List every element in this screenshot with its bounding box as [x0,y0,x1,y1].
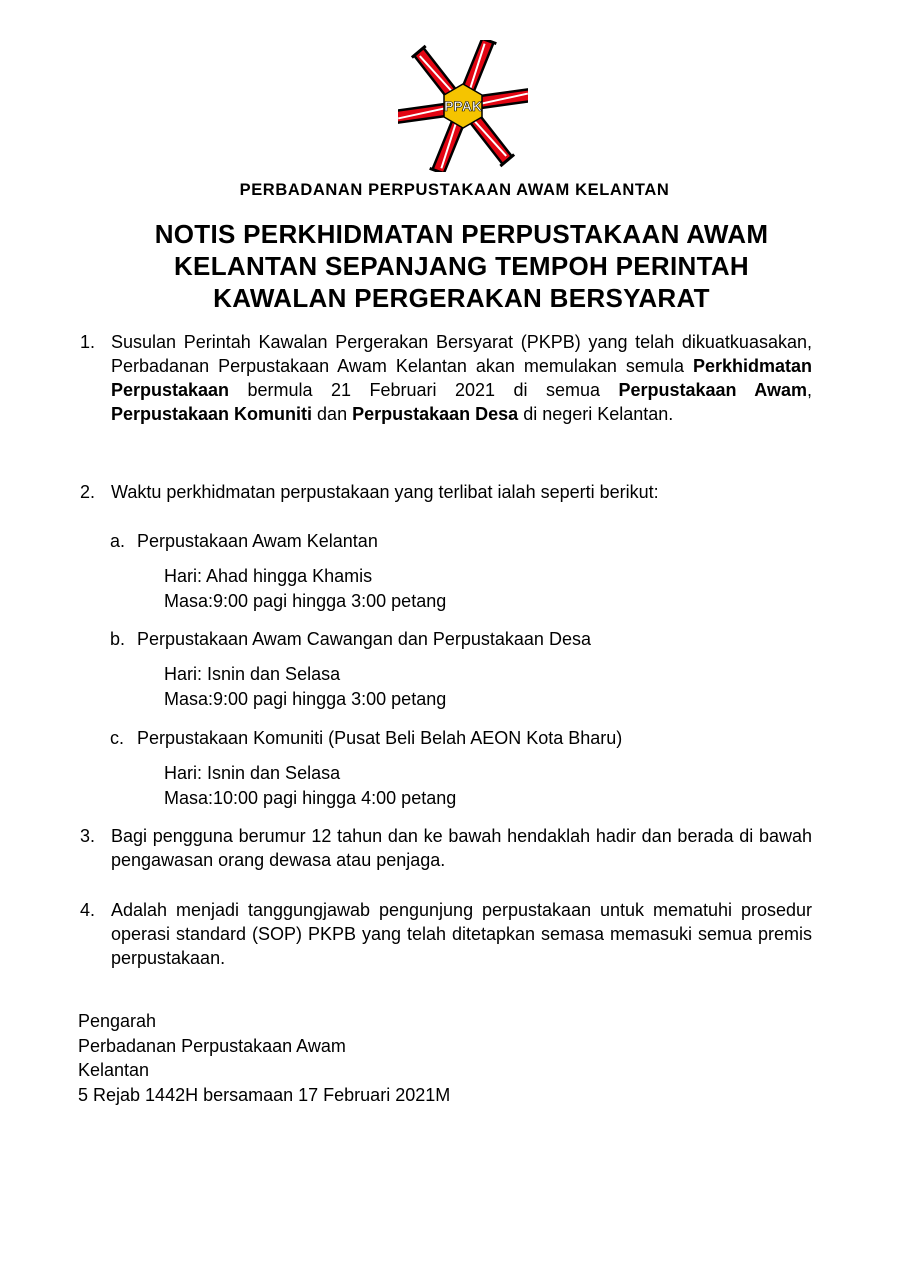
title-line: KELANTAN SEPANJANG TEMPOH PERINTAH [173,251,749,281]
schedule-letter: c. [110,728,125,748]
item-text [111,330,812,426]
text-segment: bermula 21 Februari 2021 di semua [229,380,619,400]
logo-text: PPAK [444,98,482,114]
schedule-hours: Masa:10:00 pagi hingga 4:00 petang [164,787,457,808]
organization-name: PERBADANAN PERPUSTAKAAN AWAM KELANTAN [239,181,670,199]
item-number: 3. [80,826,96,846]
bold-segment: Perpustakaan Awam [618,380,807,400]
schedule-details-b [164,662,446,711]
schedule-name: Perpustakaan Awam Cawangan dan Perpustakaan Desa [137,629,591,649]
item-number: 1. [80,332,96,352]
schedule-letter: a. [110,531,126,551]
item-text: Bagi pengguna berumur 12 tahun dan ke bawah hendaklah hadir dan berada di bawah pengawasan orang dewasa atau penjaga. [111,826,812,870]
bold-segment: Perpustakaan Desa [352,404,519,424]
schedule-hours: Masa:9:00 pagi hingga 3:00 petang [164,688,447,709]
signature-line: Kelantan [78,1060,150,1080]
schedule-item-b [110,627,591,651]
item-number: 2. [80,482,96,502]
signature-block [78,1009,450,1107]
text-segment: , [807,380,813,400]
notice-item-1 [80,330,812,426]
text-segment: di negeri Kelantan. [518,404,674,424]
schedule-item-a [110,529,378,553]
schedule-days: Hari: Isnin dan Selasa [164,763,341,783]
text-segment: dan [312,404,353,424]
schedule-hours: Masa:9:00 pagi hingga 3:00 petang [164,590,447,611]
schedule-details-c [164,761,456,810]
schedule-letter: b. [110,629,126,649]
bold-segment: Perpustakaan Komuniti [111,404,313,424]
signature-line: Perbadanan Perpustakaan Awam [78,1035,346,1056]
signature-line: Pengarah [78,1011,157,1031]
text-segment: Susulan Perintah Kawalan Pergerakan Bersyarat (PKPB) yang telah dikuatkuasakan, Perbadanan Perpustakaan Awam Kelantan akan memulakan semula [111,332,812,376]
item-number: 4. [80,900,96,920]
schedule-item-c [110,726,622,750]
title-line: KAWALAN PERGERAKAN BERSYARAT [213,283,710,313]
title-line: NOTIS PERKHIDMATAN PERPUSTAKAAN AWAM [154,219,769,249]
schedule-details-a [164,564,446,613]
ppak-logo [398,40,528,172]
notice-item-2 [80,480,812,504]
item-text: Waktu perkhidmatan perpustakaan yang terlibat ialah seperti berikut: [111,482,659,502]
notice-item-3 [80,824,812,872]
item-text: Adalah menjadi tanggungjawab pengunjung perpustakaan untuk mematuhi prosedur operasi standard (SOP) PKPB yang telah ditetapkan semasa memasuki semua premis perpustakaan. [111,900,812,968]
schedule-name: Perpustakaan Awam Kelantan [137,531,378,551]
schedule-days: Hari: Ahad hingga Khamis [164,566,373,586]
schedule-name: Perpustakaan Komuniti (Pusat Beli Belah AEON Kota Bharu) [137,728,623,748]
signature-line: 5 Rejab 1442H bersamaan 17 Februari 2021M [78,1084,451,1105]
notice-item-4 [80,898,812,970]
page-title [60,218,863,314]
schedule-days: Hari: Isnin dan Selasa [164,664,341,684]
bold-segment: Perkhidmatan Perpustakaan [111,356,812,400]
